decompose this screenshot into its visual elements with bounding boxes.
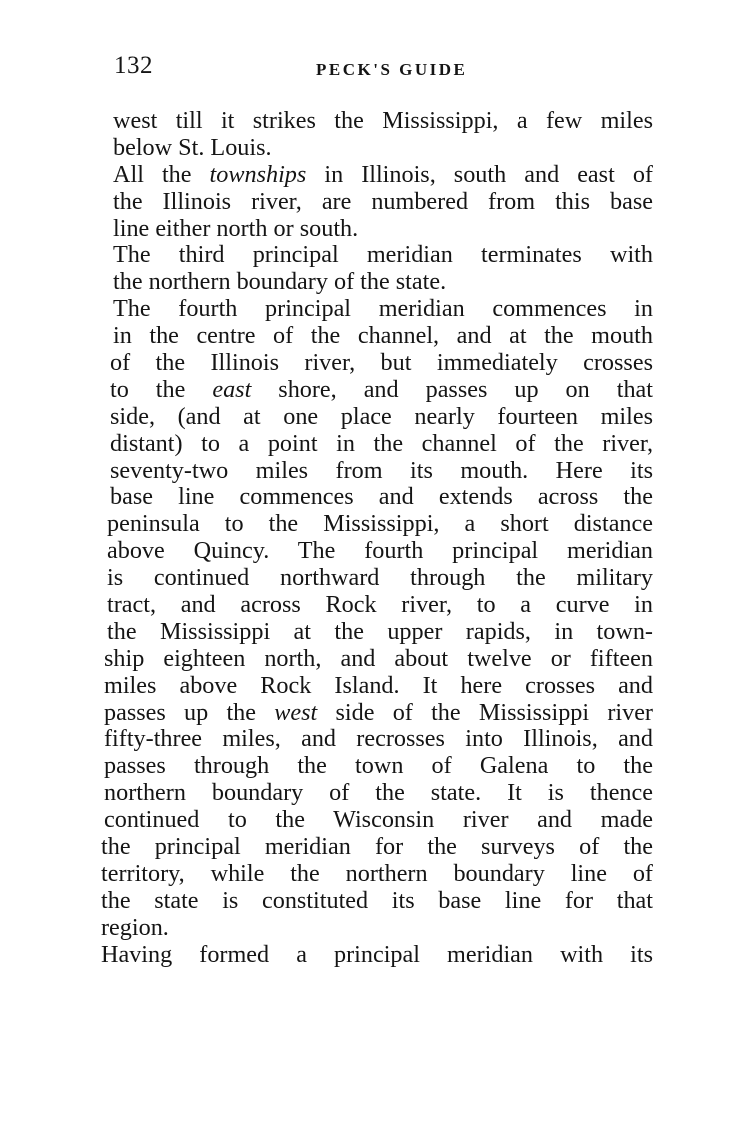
running-head: PECK'S GUIDE [316,60,468,79]
text-line: continued to the Wisconsin river and made [104,806,653,834]
text-line: of the Illinois river, but immediately crosses [110,349,653,377]
paragraph-start: Having formed a principal meridian with its [101,940,653,968]
text-line [101,377,653,404]
text-line: fifty-three miles, and recrosses into Illinois, and [104,725,653,753]
text-line: west till it strikes the Mississippi, a few miles [113,107,653,134]
paragraph-start: The third principal meridian terminates with [113,241,653,269]
text-line: is continued northward through the military [107,564,653,592]
text-line: tract, and across Rock river, to a curve in [107,591,653,619]
text-line: below St. Louis. [113,133,272,161]
paragraph-start: The fourth principal meridian commences in [113,295,653,323]
text-span: passes up the [104,698,275,726]
text-line: northern boundary of the state. It is thence [104,779,653,807]
italic-word: east [212,375,252,403]
text-line: base line commences and extends across the [110,483,653,511]
text-line: miles above Rock Island. It here crosses and [104,671,653,699]
text-line: line either north or south. [113,214,359,242]
text-span: in Illinois, south and east of [306,160,653,188]
text-line: above Quincy. The fourth principal meridian [107,537,653,565]
text-line [101,700,653,727]
text-line: passes through the town of Galena to the [104,752,653,780]
text-line: the Mississippi at the upper rapids, in town- [107,617,653,645]
text-line: the northern boundary of the state. [113,268,447,296]
body-text [101,108,653,969]
text-line: seventy-two miles from its mouth. Here its [110,456,653,484]
text-span: All the [113,160,210,188]
text-span: shore, and passes up on that [251,375,653,403]
text-line: peninsula to the Mississippi, a short distance [107,510,653,538]
page-header [114,52,654,88]
text-line: the principal meridian for the surveys of the [101,833,653,861]
italic-word: townships [209,160,307,188]
paragraph-start [101,162,653,189]
text-line: side, (and at one place nearly fourteen miles [110,402,653,430]
text-span: to the [110,375,213,403]
text-line: in the centre of the channel, and at the mouth [113,322,653,350]
text-line: the Illinois river, are numbered from this base [113,187,653,215]
text-span: side of the Mississippi river [317,698,653,726]
text-line: ship eighteen north, and about twelve or fifteen [104,644,653,672]
text-line: the state is constituted its base line for that [101,886,653,914]
text-line: distant) to a point in the channel of the river, [110,429,653,457]
text-line: region. [101,913,169,941]
page-number: 132 [114,52,153,79]
text-line: territory, while the northern boundary line of [101,859,653,887]
italic-word: west [274,698,318,726]
